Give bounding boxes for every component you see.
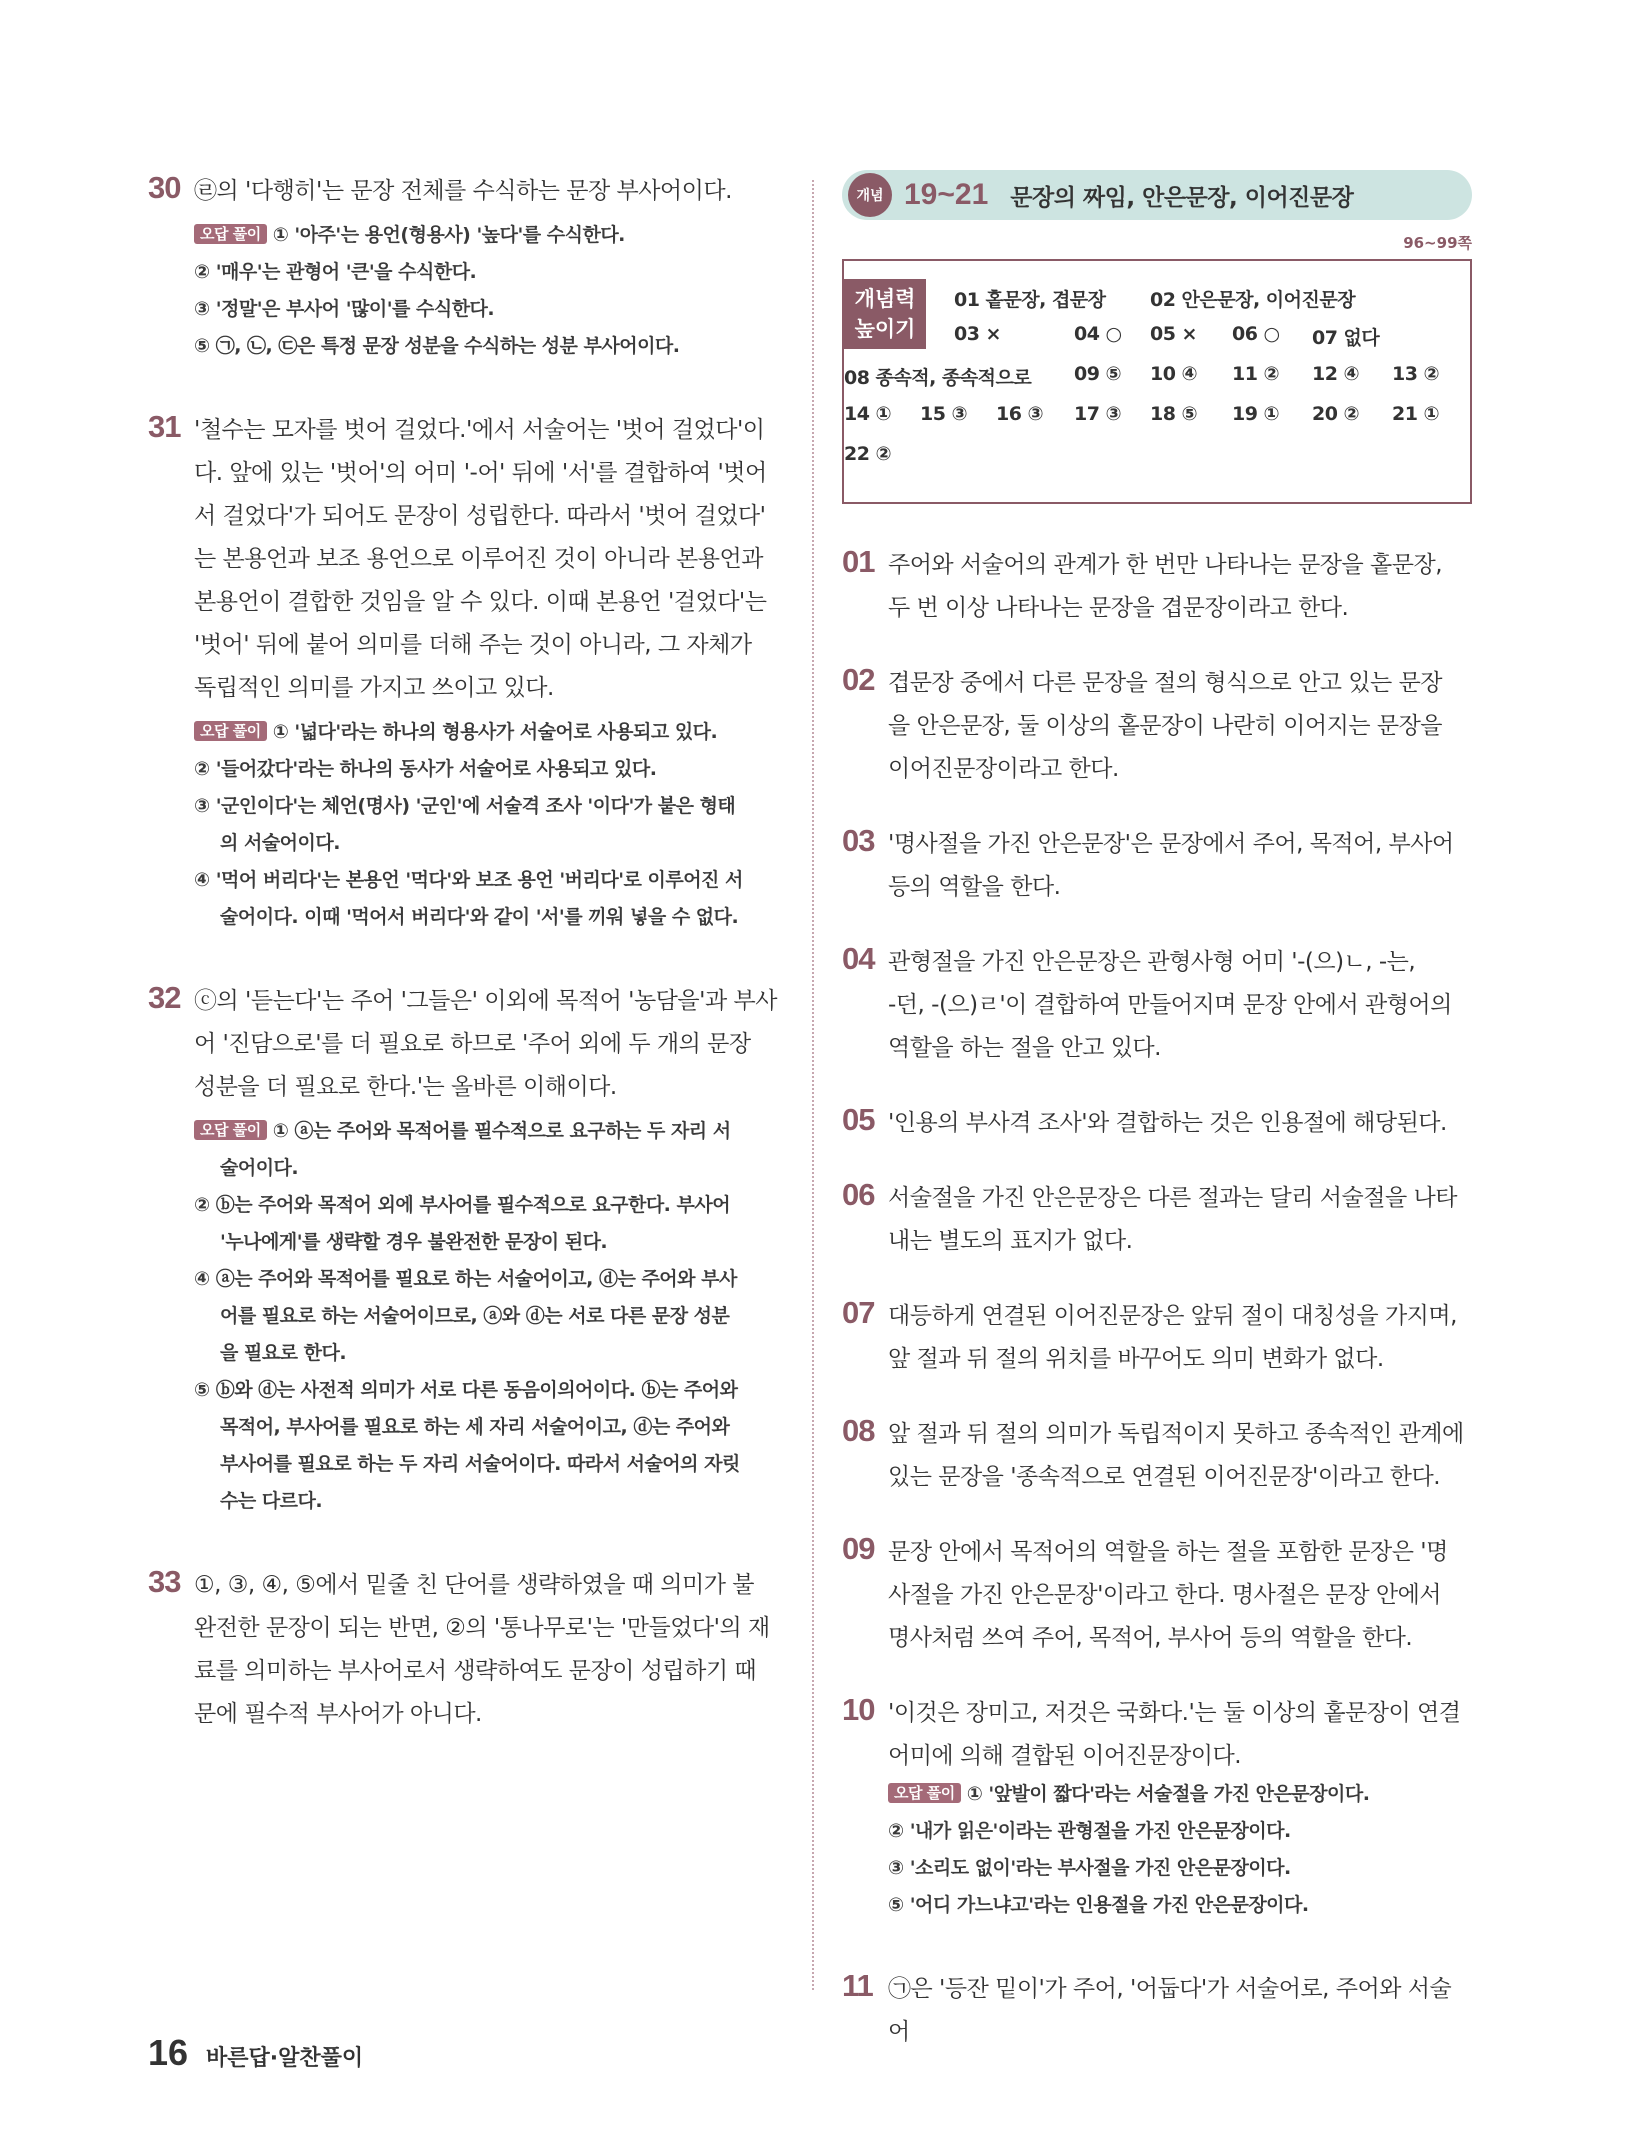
concept-item-06 [842, 1177, 1472, 1263]
question-number: 30 [148, 170, 181, 205]
answer-line: 대등하게 연결된 이어진문장은 앞뒤 절이 대칭성을 가지며, [888, 1303, 1457, 1329]
answer-text [888, 662, 1472, 791]
answer-line: 두 번 이상 나타나는 문장을 겹문장이라고 한다. [888, 595, 1349, 621]
answer-line: 완전한 문장이 되는 반면, ②의 '통나무로'는 '만들었다'의 재 [194, 1615, 770, 1641]
question-number: 11 [842, 1968, 873, 2003]
note-line: 목적어, 부사어를 필요로 하는 세 자리 서술어이고, ⓓ는 주어와 [220, 1416, 730, 1438]
question-33 [148, 1564, 780, 1736]
concept-answer: 18 ⑤ [1150, 403, 1198, 425]
answer-line: 서 걸었다'가 되어도 문장이 성립한다. 따라서 '벗어 걸었다' [194, 503, 766, 529]
section-header [842, 170, 1472, 220]
question-number: 01 [842, 544, 875, 579]
answer-line: '이것은 장미고, 저것은 국화다.'는 둘 이상의 홑문장이 연결 [888, 1700, 1461, 1726]
note-line: ① '넓다'라는 하나의 형용사가 서술어로 사용되고 있다. [272, 721, 718, 743]
concept-item-01 [842, 544, 1472, 630]
concept-answer: 06 ○ [1232, 323, 1280, 345]
concept-answer: 21 ① [1392, 403, 1440, 425]
note-line: 어를 필요로 하는 서술어이므로, ⓐ와 ⓓ는 서로 다른 문장 성분 [220, 1305, 730, 1327]
concept-answer: 14 ① [844, 403, 892, 425]
note-line: ② '매우'는 관형어 '큰'을 수식한다. [194, 261, 477, 283]
answer-text [888, 1692, 1472, 1778]
concept-explanations [842, 544, 1472, 1778]
concept-answer: 01 홑문장, 겹문장 [954, 289, 1106, 311]
answer-text [888, 1531, 1472, 1660]
answer-text: ㉠은 '등잔 밑이'가 주어, '어둡다'가 서술어로, 주어와 서술어 [888, 1976, 1452, 2045]
concept-answer: 12 ④ [1312, 363, 1360, 385]
answer-line: 명사처럼 쓰여 주어, 목적어, 부사어 등의 역할을 한다. [888, 1625, 1413, 1651]
concept-answer: 20 ② [1312, 403, 1360, 425]
concept-answer: 07 없다 [1312, 327, 1380, 349]
wrong-answer-badge: 오답 풀이 [194, 721, 267, 741]
question-10-notes [842, 1776, 1472, 1924]
answer-text [194, 409, 780, 710]
concept-answer: 15 ③ [920, 403, 968, 425]
answer-text [888, 1102, 1472, 1145]
left-column [148, 170, 780, 1780]
answer-line: 어 '진담으로'를 더 필요로 하므로 '주어 외에 두 개의 문장 [194, 1031, 751, 1057]
answer-line: 있는 문장을 '종속적으로 연결된 이어진문장'이라고 한다. [888, 1464, 1441, 1490]
concept-label-line: 개념력 [854, 287, 916, 311]
wrong-answer-notes [194, 217, 780, 365]
question-number: 10 [842, 1692, 875, 1727]
note-line: 부사어를 필요로 하는 두 자리 서술어이다. 따라서 서술어의 자릿 [220, 1453, 740, 1475]
note-line: ③ '정말'은 부사어 '많이'를 수식한다. [194, 298, 495, 320]
note-line: ① '앞발이 짧다'라는 서술절을 가진 안은문장이다. [966, 1783, 1370, 1805]
question-number: 09 [842, 1531, 875, 1566]
answer-line: ①, ③, ④, ⑤에서 밑줄 친 단어를 생략하였을 때 의미가 불 [194, 1572, 754, 1598]
answer-line: 을 안은문장, 둘 이상의 홑문장이 나란히 이어지는 문장을 [888, 713, 1443, 739]
question-number: 06 [842, 1177, 875, 1212]
note-line: ① '아주'는 용언(형용사) '높다'를 수식한다. [272, 224, 625, 246]
concept-answer: 19 ① [1232, 403, 1280, 425]
section-range: 19~21 [904, 178, 989, 211]
answer-text [888, 941, 1472, 1070]
concept-answer: 08 종속적, 종속적으로 [844, 367, 1032, 389]
answer-line: 이어진문장이라고 한다. [888, 756, 1119, 782]
question-30 [148, 170, 780, 365]
question-number: 03 [842, 823, 875, 858]
concept-answer: 16 ③ [996, 403, 1044, 425]
answer-line: '명사절을 가진 안은문장'은 문장에서 주어, 목적어, 부사어 [888, 831, 1454, 857]
answer-line: 료를 의미하는 부사어로서 생략하여도 문장이 성립하기 때 [194, 1658, 757, 1684]
concept-item-09 [842, 1531, 1472, 1660]
concept-answer: 11 ② [1232, 363, 1280, 385]
note-line: 수는 다르다. [220, 1490, 323, 1512]
question-number: 08 [842, 1413, 875, 1448]
answer-line: 문에 필수적 부사어가 아니다. [194, 1701, 482, 1727]
answer-line: '벗어' 뒤에 붙어 의미를 더해 주는 것이 아니라, 그 자체가 [194, 632, 752, 658]
section-title: 문장의 짜임, 안은문장, 이어진문장 [1010, 184, 1354, 211]
concept-item-07 [842, 1295, 1472, 1381]
wrong-answer-badge: 오답 풀이 [194, 224, 267, 244]
note-line: ⑤ ⓑ와 ⓓ는 사전적 의미가 서로 다른 동음이의어이다. ⓑ는 주어와 [194, 1379, 738, 1401]
note-line: ④ '먹어 버리다'는 본용언 '먹다'와 보조 용언 '버리다'로 이루어진 서 [194, 869, 743, 891]
note-line: ① ⓐ는 주어와 목적어를 필수적으로 요구하는 두 자리 서 [272, 1120, 731, 1142]
question-number: 04 [842, 941, 875, 976]
footer-title: 바른답·알찬풀이 [206, 2046, 364, 2071]
note-line: ⑤ ㉠, ㉡, ㉢은 특정 문장 성분을 수식하는 성분 부사어이다. [194, 335, 680, 357]
concept-label [844, 279, 926, 349]
concept-item-10 [842, 1692, 1472, 1778]
page-number: 16 [148, 2032, 189, 2073]
concept-answer: 17 ③ [1074, 403, 1122, 425]
wrong-answer-badge: 오답 풀이 [194, 1120, 267, 1140]
question-32 [148, 980, 780, 1520]
answer-line: 사절을 가진 안은문장'이라고 한다. 명사절은 문장 안에서 [888, 1582, 1442, 1608]
answer-line: ⓒ의 '듣는다'는 주어 '그들은' 이외에 목적어 '농담을'과 부사 [194, 988, 777, 1014]
answer-text [888, 1413, 1472, 1499]
note-line: ④ ⓐ는 주어와 목적어를 필요로 하는 서술어이고, ⓓ는 주어와 부사 [194, 1268, 737, 1290]
wrong-answer-notes [194, 714, 780, 936]
question-number: 05 [842, 1102, 875, 1137]
page-reference: 96~99쪽 [1403, 234, 1472, 252]
answer-line: 앞 절과 뒤 절의 의미가 독립적이지 못하고 종속적인 관계에 [888, 1421, 1464, 1447]
wrong-answer-notes [888, 1776, 1472, 1924]
answer-line: 역할을 하는 절을 안고 있다. [888, 1035, 1161, 1061]
concept-item-05 [842, 1102, 1472, 1145]
answer-text [888, 1177, 1472, 1263]
concept-answer: 09 ⑤ [1074, 363, 1122, 385]
wrong-answer-notes [194, 1113, 780, 1520]
wrong-answer-badge: 오답 풀이 [888, 1783, 961, 1803]
answer-line: 서술절을 가진 안은문장은 다른 절과는 달리 서술절을 나타 [888, 1185, 1457, 1211]
answer-line: 본용언이 결합한 것임을 알 수 있다. 이때 본용언 '걸었다'는 [194, 589, 767, 615]
answer-line: -던, -(으)ㄹ'이 결합하여 만들어지며 문장 안에서 관형어의 [888, 992, 1452, 1018]
note-line: 술어이다. 이때 '먹어서 버리다'와 같이 '서'를 끼워 넣을 수 없다. [220, 906, 739, 928]
right-column [842, 170, 1472, 2098]
question-number: 07 [842, 1295, 875, 1330]
question-11 [842, 1968, 1472, 2054]
answer-line: 문장 안에서 목적어의 역할을 하는 절을 포함한 문장은 '명 [888, 1539, 1448, 1565]
concept-label-line: 높이기 [854, 317, 916, 341]
question-number: 02 [842, 662, 875, 697]
answer-text [194, 980, 780, 1109]
note-line: ② '들어갔다'라는 하나의 동사가 서술어로 사용되고 있다. [194, 758, 657, 780]
note-line: ③ '소리도 없이'라는 부사절을 가진 안은문장이다. [888, 1857, 1291, 1879]
note-line: ⑤ '어디 가느냐고'라는 인용절을 가진 안은문장이다. [888, 1894, 1309, 1916]
answer-line: 다. 앞에 있는 '벗어'의 어미 '-어' 뒤에 '서'를 결합하여 '벗어 [194, 460, 767, 486]
concept-answer: 04 ○ [1074, 323, 1122, 345]
concept-tag: 개념 [848, 173, 892, 217]
concept-answer: 02 안은문장, 이어진문장 [1150, 289, 1356, 311]
answer-text [888, 544, 1472, 630]
answer-text [194, 1564, 780, 1736]
note-line: ③ '군인이다'는 체언(명사) '군인'에 서술격 조사 '이다'가 붙은 형태 [194, 795, 736, 817]
note-line: ② ⓑ는 주어와 목적어 외에 부사어를 필수적으로 요구한다. 부사어 [194, 1194, 731, 1216]
concept-answer: 10 ④ [1150, 363, 1198, 385]
answer-line: 등의 역할을 한다. [888, 874, 1061, 900]
question-number: 31 [148, 409, 181, 444]
answer-line: '철수는 모자를 벗어 걸었다.'에서 서술어는 '벗어 걸었다'이 [194, 417, 765, 443]
page-footer [148, 2032, 363, 2074]
answer-line: 독립적인 의미를 가지고 쓰이고 있다. [194, 675, 554, 701]
concept-item-08 [842, 1413, 1472, 1499]
note-line: '누나에게'를 생략할 경우 불완전한 문장이 된다. [220, 1231, 608, 1253]
answer-line: 는 본용언과 보조 용언으로 이루어진 것이 아니라 본용언과 [194, 546, 763, 572]
concept-answer: 05 × [1150, 323, 1197, 345]
answer-line: 앞 절과 뒤 절의 위치를 바꾸어도 의미 변화가 없다. [888, 1346, 1384, 1372]
answer-line: 어미에 의해 결합된 이어진문장이다. [888, 1743, 1242, 1769]
concept-answer-box [842, 259, 1472, 504]
note-line: 술어이다. [220, 1157, 299, 1179]
question-number: 33 [148, 1564, 181, 1599]
answer-line: 관형절을 가진 안은문장은 관형사형 어미 '-(으)ㄴ, -는, [888, 949, 1416, 975]
note-line: ② '내가 읽은'이라는 관형절을 가진 안은문장이다. [888, 1820, 1291, 1842]
answer-line: 성분을 더 필요로 한다.'는 올바른 이해이다. [194, 1074, 617, 1100]
concept-item-02 [842, 662, 1472, 791]
answer-text [888, 1295, 1472, 1381]
answer-line: '인용의 부사격 조사'와 결합하는 것은 인용절에 해당된다. [888, 1110, 1447, 1136]
concept-answer: 03 × [954, 323, 1001, 345]
column-divider [812, 180, 814, 1990]
question-31 [148, 409, 780, 936]
note-line: 을 필요로 한다. [220, 1342, 347, 1364]
concept-item-04 [842, 941, 1472, 1070]
answer-line: 겹문장 중에서 다른 문장을 절의 형식으로 안고 있는 문장 [888, 670, 1443, 696]
note-line: 의 서술어이다. [220, 832, 340, 854]
concept-item-03 [842, 823, 1472, 909]
answer-text: ㉣의 '다행히'는 문장 전체를 수식하는 문장 부사어이다. [194, 178, 732, 204]
answer-line: 내는 별도의 표지가 없다. [888, 1228, 1133, 1254]
concept-answer: 22 ② [844, 443, 892, 465]
answer-text [888, 823, 1472, 909]
concept-answer: 13 ② [1392, 363, 1440, 385]
question-number: 32 [148, 980, 181, 1015]
answer-line: 주어와 서술어의 관계가 한 번만 나타나는 문장을 홑문장, [888, 552, 1443, 578]
